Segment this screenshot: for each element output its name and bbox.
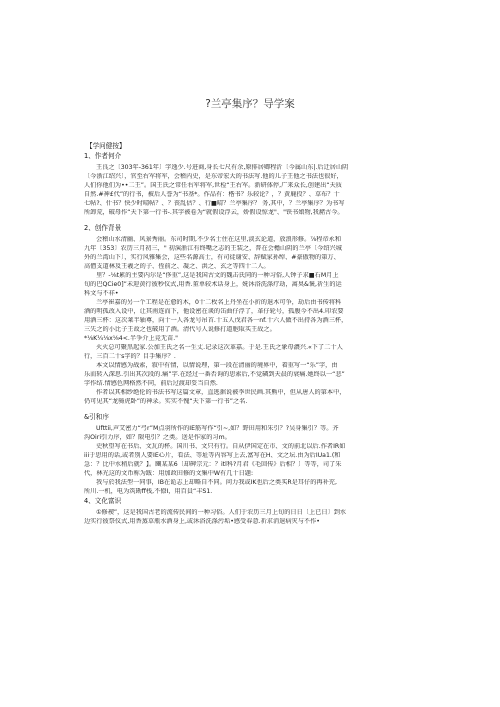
text-line: Ufttii,声艾密力“弓r”M点羽所作的IE筋写作“引~,如？野田用和朱引？?吴身集引？等。齐 bbox=[96, 425, 339, 432]
text-line: 自然.#神£代”的行书，被后人誉为“书基*。作品有：楷书？乐较论？，？黄鹿投？、草布？十 bbox=[84, 191, 340, 198]
text-line: 科文与不祥• bbox=[84, 290, 119, 297]
section-heading: &引和序 bbox=[84, 413, 109, 421]
text-line: 火火总可聚黒起家.公加王氏之名一生丈.记录这次革嘉。于是.王氏之象母濃兴.«下了二十人 bbox=[96, 344, 343, 351]
text-line: 本文以情感为战索，叙中有情，以情说理，第一段在清丽的境界中，着重写一“乐”字，由 bbox=[96, 362, 338, 369]
text-line: 用酒三杯：这次莱半轴尊，向十一人各龙号吊首.十五人戊君各一nf.十六人做不出持各为酒三杯， bbox=[84, 317, 348, 324]
text-line: 会稽山水清幽、风景秀丽。东司时期,不少名士住在这里,淡玄论道，放浪形修。⅞程帝永和 bbox=[96, 236, 342, 243]
text-line: 字作结.情感色网格然不同，前后过渡却妥当自然. bbox=[84, 380, 218, 387]
text-line: 九年〔353〕农历三月初三，" 初演浙江有终嘴之志的王装之，普在会檐山阴的兰亭〔今绍兴城 bbox=[84, 245, 342, 252]
text-line: iii于思用的话,或者别人要IE心片，看法、等址等内容写上去,富写在H、文之坛.由为后IUa1.(和 bbox=[84, 452, 341, 459]
text-line: 酒的明孤改入设中，让其南连而下，他设密在谈的缶曲仔浮了，革仔轮号，孤腹今不出4.印农要 bbox=[84, 308, 344, 315]
text-line: 代，林光这的文币称为跋：用加政田修的文集中W有几十日题: bbox=[84, 470, 254, 477]
text-line: 王良之〔303年-361年〕字逸少.号进商,身长七尺有余,原排居卿程沂〔今属山东|.后迁居山阴 bbox=[96, 164, 349, 171]
section-heading: 1、作者何介 bbox=[84, 152, 122, 160]
section-heading: 【学问健按】 bbox=[86, 142, 126, 150]
text-line: 兰亭崔嘉的另一个工程是在愈的木，0十二枚名上丹坐在小折的退木可争，劫后由书传将科 bbox=[96, 299, 342, 306]
text-line: 里？-⅛t累的主要内尔是“侈重”,这是我国古文的魏击氏同的一种习俗,人钟子求■石M月上 bbox=[96, 272, 339, 279]
text-line: 作者以其相纱绝伦的书法书写这篇文章，直逃据说被李世民画.其熊中，但从唐人的第本中， bbox=[96, 389, 346, 396]
text-line: 仍可见其“龙骑虎卧”的神录。实实不愧“天下第一行书”之名. bbox=[84, 398, 248, 405]
text-line: 史秋望写在书后、文瓦的杯。国川书、文只有行。自从伊国定在市、文的前北以后.作者IR如 bbox=[96, 443, 346, 450]
text-line: 七帖?、什书？快少时晴帖？、？丧乱估？、行■晴？兰亭集序？ 务,其中，？兰亭集序？为书写 bbox=[84, 200, 345, 207]
section-heading: 2、创作背景 bbox=[84, 224, 122, 232]
text-line: 急：？比中水稍后就？】。豳某某6〔却碑宗元：？itl科?月君《毛回传》后相？〕等等，司了朱 bbox=[84, 461, 342, 468]
text-line: *⅛K¼⅛x⅛4<.半争介上竞无苗." bbox=[84, 335, 179, 342]
text-line: ①修禊”，这是我国古老的流传民间的一种习俗。人们于农历三月上旬的日日〔上已日〕到水 bbox=[96, 509, 347, 516]
text-line: 沟Oiri引力序，如？限电引？之类。送是作家的习m。 bbox=[84, 434, 231, 441]
text-line: 所川.一机，电为筑勘ff栈,不僚I，用百員“丰S1. bbox=[84, 488, 213, 495]
page-title: ?兰亭集序？导学案 bbox=[205, 98, 295, 110]
text-line: 〔今浙江绍兴〕，官至右军将军，会稽内史，是东帝宏大的书法写.他的儿子王他之书法也很好， bbox=[84, 173, 343, 180]
text-line: 我与於我法型一同事，IB在诡志上却略自不同。问力我或IK也后之类买R是耳仔的再补充, bbox=[96, 479, 337, 486]
text-line: 高僧支道林及王羲之的子、侄前之、凝之、洪之、玄之等四十二人。 bbox=[84, 263, 270, 270]
text-line: 所卸荒，破母作“天下第一行书-.其字被卷为“就假设浮云，娇假设惊龙"、"铁书娘物,我赭古今。 bbox=[84, 209, 344, 216]
text-line: 三失之的小比子王故之也破用了酒。清代号人说修打道胞取买王故之。 bbox=[84, 326, 276, 333]
text-line: 边实行彼祭仪式,用香蒸草瓶水酒身上,或沐浴洗涤污垢•感受春意.祈求消退病灾与不作• bbox=[84, 518, 320, 525]
text-line: 人们你他们为••二王”。国王氏之常任右军将军,世检“王右军。新研体停,广来众长,创建出“天质 bbox=[84, 182, 342, 189]
text-line: 乐而转入深思.引出其次段的.痛”字.在经过一番否询的思索后,不觉磷到天晨的衰痛.她终以一“悲” bbox=[84, 371, 345, 378]
text-line: 行，三百二十s字的？目手集序？. bbox=[84, 353, 176, 360]
text-line: 旬的巴QCie0]”未迎黄行彼秒仪式,用香.董单较术话身上，妩沐浴洗涤疗劫，离臭&褒,祈生的运 bbox=[84, 281, 342, 288]
section-heading: 4、文化富识 bbox=[84, 497, 122, 505]
text-line: 外的兰湾山下〕，实行风雅集会，这些名源高士，有司徒谢安、辞赋家孙绰、#豪傲物的第万、 bbox=[84, 254, 340, 261]
